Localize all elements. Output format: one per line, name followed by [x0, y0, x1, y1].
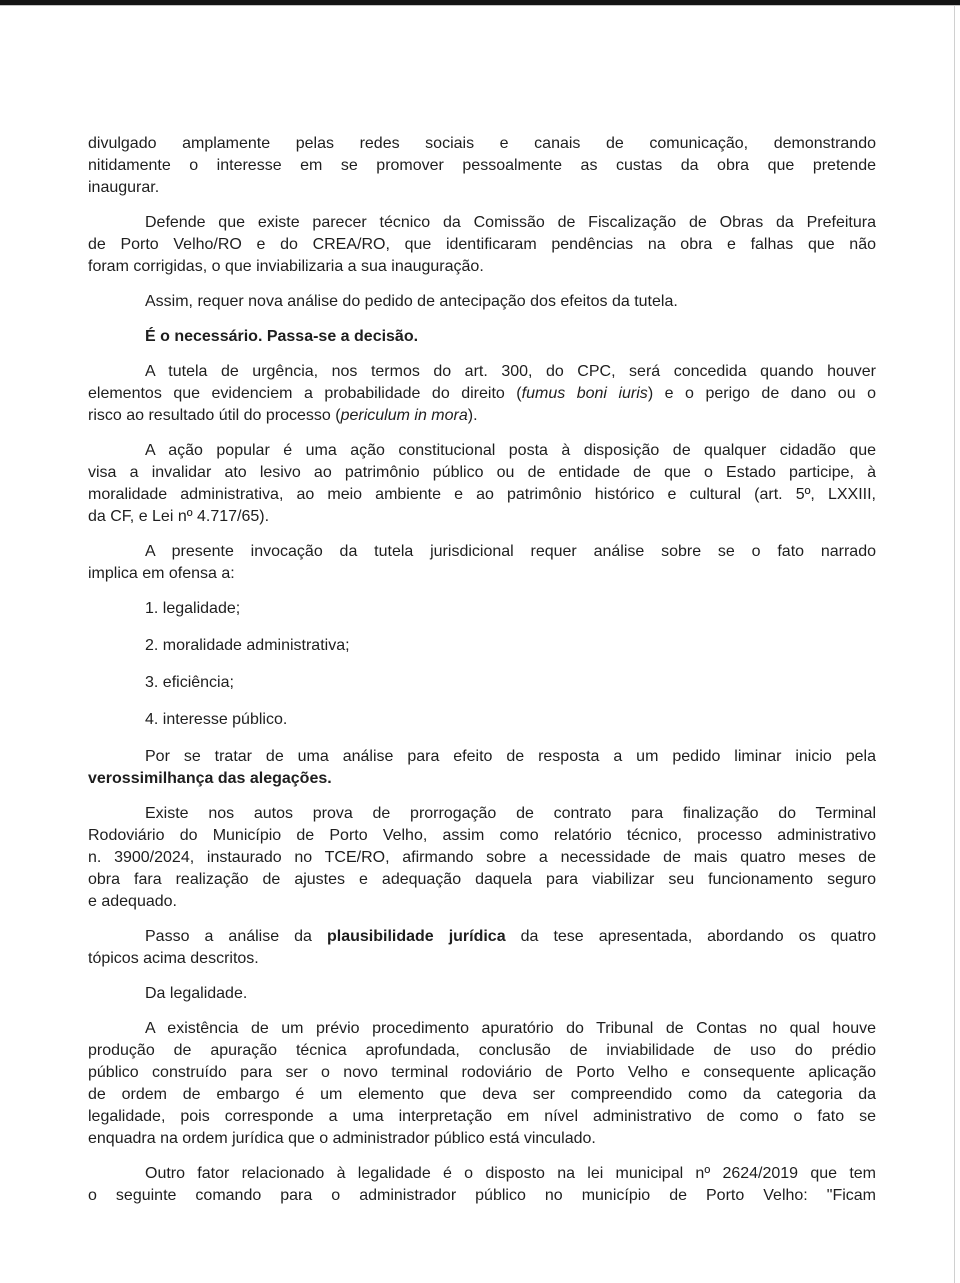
text-line: [88, 440, 876, 462]
text-line: [88, 462, 876, 484]
text-line: [88, 825, 876, 847]
text-line: [88, 1185, 876, 1207]
paragraph: [88, 746, 876, 790]
text-line: [88, 1084, 876, 1106]
text-line: [88, 177, 876, 199]
paragraph: [88, 541, 876, 585]
text-run-italic: periculum in mora: [340, 407, 468, 424]
paragraph: [88, 803, 876, 913]
text-run-normal: tópicos acima descritos.: [88, 950, 259, 967]
text-run-normal: divulgado amplamente pelas redes sociais e canais de comunicação, demonstrando: [88, 135, 876, 152]
text-line: [88, 383, 876, 405]
text-line: [88, 133, 876, 155]
text-run-normal: Outro fator relacionado à legalidade é o disposto na lei municipal nº 2624/2019 que tem: [145, 1165, 876, 1182]
text-run-normal: Assim, requer nova análise do pedido de antecipação dos efeitos da tutela.: [145, 293, 678, 310]
paragraph: [88, 291, 876, 313]
text-run-normal: obra fara realização de ajustes e adequação daquela para viabilizar seu funcionamento seguro: [88, 871, 876, 888]
text-run-normal: enquadra na ordem jurídica que o administrador público está vinculado.: [88, 1130, 596, 1147]
text-line: [88, 1040, 876, 1062]
text-run-normal: ).: [467, 407, 478, 424]
paragraph: [88, 983, 876, 1005]
text-line: [88, 926, 876, 948]
document-content: [88, 133, 876, 1207]
paragraph: [88, 326, 876, 348]
text-line: [88, 506, 876, 528]
text-run-normal: produção de apuração técnica aprofundada, conclusão de inviabilidade de uso do prédio: [88, 1042, 876, 1059]
text-line: [88, 1062, 876, 1084]
text-line: [88, 155, 876, 177]
text-run-bold: verossimilhança das alegações.: [88, 770, 332, 787]
text-line: [88, 1128, 876, 1150]
text-line: [88, 869, 876, 891]
list-item: [88, 635, 876, 657]
text-line: [88, 234, 876, 256]
paragraph: [88, 1018, 876, 1150]
text-line: [88, 405, 876, 427]
text-line: [88, 635, 876, 657]
paragraph: [88, 361, 876, 427]
text-run-normal: da tese apresentada, abordando os quatro: [505, 928, 876, 945]
text-run-normal: A existência de um prévio procedimento apuratório do Tribunal de Contas no qual houve: [145, 1020, 876, 1037]
text-run-normal: o seguinte comando para o administrador público no município de Porto Velho: "Ficam: [88, 1187, 876, 1204]
text-run-normal: 4. interesse público.: [145, 711, 288, 728]
text-line: [88, 326, 876, 348]
text-run-normal: da CF, e Lei nº 4.717/65).: [88, 508, 270, 525]
list-item: [88, 598, 876, 620]
text-run-normal: A tutela de urgência, nos termos do art. 300, do CPC, será concedida quando houver: [145, 363, 876, 380]
text-run-normal: Defende que existe parecer técnico da Comissão de Fiscalização de Obras da Prefeitura: [145, 214, 876, 231]
text-run-normal: 1. legalidade;: [145, 600, 241, 617]
text-run-normal: ) e o perigo de dano ou o: [647, 385, 877, 402]
text-run-normal: elementos que evidenciem a probabilidade do direito (: [88, 385, 522, 402]
text-run-normal: Da legalidade.: [145, 985, 248, 1002]
text-run-bold: plausibilidade jurídica: [326, 928, 506, 945]
text-line: [88, 847, 876, 869]
text-run-normal: n. 3900/2024, instaurado no TCE/RO, afirmando sobre a necessidade de mais quatro meses de: [88, 849, 876, 866]
text-run-normal: moralidade administrativa, ao meio ambiente e ao patrimônio histórico e cultural (art. 5º, LXXIII,: [88, 486, 876, 503]
text-run-normal: de ordem de embargo é um elemento que deva ser compreendido como da categoria da: [88, 1086, 876, 1103]
text-line: [88, 1163, 876, 1185]
text-line: [88, 746, 876, 768]
text-line: [88, 983, 876, 1005]
paragraph: [88, 440, 876, 528]
text-line: [88, 563, 876, 585]
text-run-normal: Por se tratar de uma análise para efeito de resposta a um pedido liminar inicio pela: [145, 748, 876, 765]
text-run-normal: público construído para ser o novo terminal rodoviário de Porto Velho e consequente aplicação: [88, 1064, 876, 1081]
text-run-normal: 3. eficiência;: [145, 674, 234, 691]
text-run-normal: Passo a análise da: [145, 928, 327, 945]
text-line: [88, 768, 876, 790]
list-item: [88, 672, 876, 694]
paragraph: [88, 926, 876, 970]
text-line: [88, 1018, 876, 1040]
text-run-normal: inaugurar.: [88, 179, 160, 196]
text-line: [88, 291, 876, 313]
text-line: [88, 1106, 876, 1128]
text-line: [88, 541, 876, 563]
text-run-normal: risco ao resultado útil do processo (: [88, 407, 341, 424]
text-line: [88, 256, 876, 278]
list-item: [88, 709, 876, 731]
text-run-normal: legalidade, pois corresponde a uma interpretação em nível administrativo de como o fato se: [88, 1108, 876, 1125]
text-run-normal: 2. moralidade administrativa;: [145, 637, 350, 654]
text-run-normal: implica em ofensa a:: [88, 565, 235, 582]
text-line: [88, 948, 876, 970]
text-run-normal: Rodoviário do Município de Porto Velho, assim como relatório técnico, processo administrativo: [88, 827, 876, 844]
text-run-normal: visa a invalidar ato lesivo ao patrimônio público ou de entidade de que o Estado participe, à: [88, 464, 876, 481]
text-run-normal: A presente invocação da tutela jurisdicional requer análise sobre se o fato narrado: [145, 543, 876, 560]
text-run-normal: de Porto Velho/RO e do CREA/RO, que identificaram pendências na obra e falhas que não: [88, 236, 876, 253]
text-line: [88, 803, 876, 825]
paragraph: [88, 133, 876, 199]
text-line: [88, 672, 876, 694]
text-run-italic: fumus boni iuris: [521, 385, 648, 402]
text-line: [88, 484, 876, 506]
text-run-normal: e adequado.: [88, 893, 177, 910]
text-run-normal: A ação popular é uma ação constitucional posta à disposição de qualquer cidadão que: [145, 442, 876, 459]
text-run-normal: foram corrigidas, o que inviabilizaria a sua inauguração.: [88, 258, 484, 275]
text-line: [88, 361, 876, 383]
text-line: [88, 891, 876, 913]
text-run-normal: Existe nos autos prova de prorrogação de contrato para finalização do Terminal: [145, 805, 876, 822]
paragraph: [88, 212, 876, 278]
text-run-bold: É o necessário. Passa-se a decisão.: [145, 328, 419, 345]
text-line: [88, 709, 876, 731]
text-run-normal: nitidamente o interesse em se promover pessoalmente as custas da obra que pretende: [88, 157, 876, 174]
text-line: [88, 598, 876, 620]
paragraph: [88, 1163, 876, 1207]
text-line: [88, 212, 876, 234]
